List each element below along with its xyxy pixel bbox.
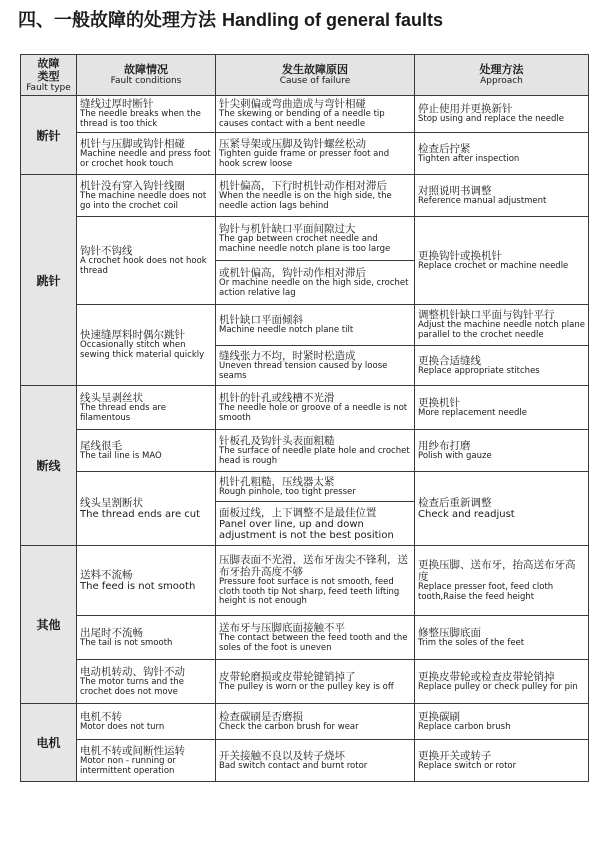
condition-cell: 送料不流畅 The feed is not smooth: [77, 546, 216, 616]
table-row: [21, 472, 589, 502]
cause-cell: 压紧导架或压脚及钩针螺丝松动 Tighten guide frame or presser foot and hook screw loose: [216, 133, 415, 175]
table-row: [21, 217, 589, 261]
header-condition: 故障情况 Fault conditions: [77, 55, 216, 96]
cause-cell: 压脚表面不光滑，送布牙齿尖不锋利，送布牙抬升高度不够 Pressure foot surface is not smooth, feed cloth tooth tip Not sharp, feed teeth lifting height is not enough: [216, 546, 415, 616]
fault-type-cell: 断针: [21, 96, 77, 175]
fault-type-cell: 断线: [21, 386, 77, 546]
table-row: [21, 175, 589, 217]
approach-cell: 更换碳刷 Replace carbon brush: [415, 704, 589, 740]
fault-type-cell: 其他: [21, 546, 77, 704]
cause-cell: 开关接触不良以及转子烧坏 Bad switch contact and burnt rotor: [216, 740, 415, 782]
cause-cell: 钩针与机针缺口平面间隙过大 The gap between crochet needle and machine needle notch plane is too large: [216, 217, 415, 261]
condition-cell: 电机不转或间断性运转 Motor non - running or intermittent operation: [77, 740, 216, 782]
table-row: [21, 704, 589, 740]
condition-cell: 尾线很毛 The tail line is MAO: [77, 430, 216, 472]
table-row: [21, 305, 589, 346]
cause-cell: 面板过线，上下调整不是最佳位置 Panel over line, up and down adjustment is not the best position: [216, 502, 415, 546]
approach-cell: 检查后重新调整 Check and readjust: [415, 472, 589, 546]
approach-cell: 更换皮带轮或检查皮带轮销掉 Replace pulley or check pulley for pin: [415, 660, 589, 704]
approach-cell: 更换开关或转子 Replace switch or rotor: [415, 740, 589, 782]
approach-cell: 对照说明书调整 Reference manual adjustment: [415, 175, 589, 217]
header-type: 故障 类型 Fault type: [21, 55, 77, 96]
approach-cell: 修整压脚底面 Trim the soles of the feet: [415, 616, 589, 660]
table-row: [21, 96, 589, 133]
condition-cell: 钩针不钩线 A crochet hook does not hook thread: [77, 217, 216, 305]
cause-cell: 或机针偏高，钩针动作相对滞后 Or machine needle on the high side, crochet action relative lag: [216, 261, 415, 305]
table-row: [21, 660, 589, 704]
title-en: Handling of general faults: [222, 10, 444, 30]
table-header-row: [21, 55, 589, 96]
condition-cell: 机针没有穿入钩针线圈 The machine needle does not go into the crochet coil: [77, 175, 216, 217]
approach-cell: 停止使用并更换新针 Stop using and replace the needle: [415, 96, 589, 133]
approach-cell: 更换压脚、送布牙，抬高送布牙高度 Replace presser foot, feed cloth tooth,Raise the feed height: [415, 546, 589, 616]
approach-cell: 检查后拧紧 Tighten after inspection: [415, 133, 589, 175]
condition-cell: 电动机转动、钩针不动 The motor turns and the crochet does not move: [77, 660, 216, 704]
cause-cell: 机针孔粗糙，压线器太紧 Rough pinhole, too tight presser: [216, 472, 415, 502]
condition-cell: 电机不转 Motor does not turn: [77, 704, 216, 740]
table-row: [21, 616, 589, 660]
condition-cell: 机针与压脚或钩针相碰 Machine needle and press foot or crochet hook touch: [77, 133, 216, 175]
cause-cell: 缝线张力不均，时紧时松造成 Uneven thread tension caused by loose seams: [216, 346, 415, 386]
approach-cell: 更换合适缝线 Replace appropriate stitches: [415, 346, 589, 386]
approach-cell: 用纱布打磨 Polish with gauze: [415, 430, 589, 472]
table-row: [21, 740, 589, 782]
table-row: [21, 430, 589, 472]
cause-cell: 机针偏高，下行时机针动作相对滞后 When the needle is on the high side, the needle action lags behind: [216, 175, 415, 217]
table-row: [21, 546, 589, 616]
table-row: [21, 386, 589, 430]
page-title: [18, 6, 443, 32]
condition-cell: 线头呈割断状 The thread ends are cut: [77, 472, 216, 546]
cause-cell: 针板孔及钩针头表面粗糙 The surface of needle plate hole and crochet head is rough: [216, 430, 415, 472]
approach-cell: 更换机针 More replacement needle: [415, 386, 589, 430]
cause-cell: 机针缺口平面倾斜 Machine needle notch plane tilt: [216, 305, 415, 346]
header-cause: 发生故障原因 Cause of failure: [216, 55, 415, 96]
cause-cell: 送布牙与压脚底面接触不平 The contact between the feed tooth and the soles of the foot is uneven: [216, 616, 415, 660]
title-zh: 四、一般故障的处理方法: [18, 10, 216, 31]
approach-cell: 更换钩针或换机针 Replace crochet or machine needle: [415, 217, 589, 305]
fault-type-cell: 跳针: [21, 175, 77, 386]
fault-table: [20, 54, 589, 782]
fault-type-cell: 电机: [21, 704, 77, 782]
header-approach: 处理方法 Approach: [415, 55, 589, 96]
cause-cell: 针尖刺偏或弯曲造成与弯针相碰 The skewing or bending of a needle tip causes contact with a bent needle: [216, 96, 415, 133]
condition-cell: 缝线过厚时断针 The needle breaks when the thread is too thick: [77, 96, 216, 133]
condition-cell: 快速缝厚料时偶尔跳针 Occasionally stitch when sewing thick material quickly: [77, 305, 216, 386]
condition-cell: 出尾时不流畅 The tail is not smooth: [77, 616, 216, 660]
condition-cell: 线头呈剥丝状 The thread ends are filamentous: [77, 386, 216, 430]
cause-cell: 皮带轮磨损或皮带轮键销掉了 The pulley is worn or the pulley key is off: [216, 660, 415, 704]
approach-cell: 调整机针缺口平面与钩针平行 Adjust the machine needle notch plane parallel to the crochet needle: [415, 305, 589, 346]
cause-cell: 机针的针孔或线槽不光滑 The needle hole or groove of a needle is not smooth: [216, 386, 415, 430]
cause-cell: 检查碳刷是否磨损 Check the carbon brush for wear: [216, 704, 415, 740]
table-row: [21, 133, 589, 175]
